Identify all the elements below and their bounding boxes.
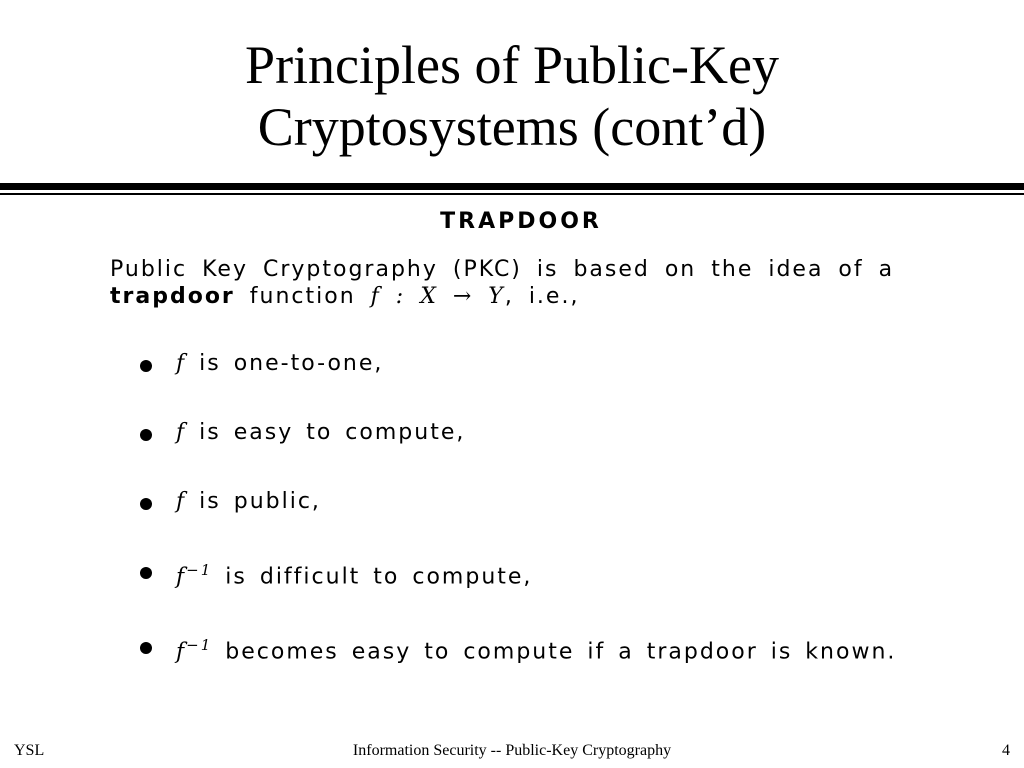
bullet-icon [140, 498, 152, 510]
bullet-math: f [176, 639, 187, 665]
bullet-text: becomes easy to compute if a trapdoor is known. [225, 639, 897, 665]
footer-page-number: 4 [1002, 742, 1010, 759]
bullet-text: is one-to-one, [199, 351, 384, 376]
slide-title-line-1: Principles of Public-Key [245, 35, 779, 95]
title-divider-thin [0, 193, 1024, 195]
bullet-math: f [176, 564, 187, 590]
list-item [110, 488, 920, 515]
bullet-text: is public, [199, 489, 321, 514]
slide-title [0, 34, 1024, 158]
slide-title-line-2: Cryptosystems (cont’d) [257, 97, 767, 157]
list-item [110, 632, 916, 665]
bullet-icon [140, 360, 152, 372]
intro-text-mid: function [249, 284, 356, 309]
bullet-math: f [176, 489, 187, 514]
bullet-icon [140, 642, 152, 654]
intro-paragraph [110, 256, 920, 310]
bullet-text: is easy to compute, [199, 420, 466, 445]
intro-text-suffix: , i.e., [504, 284, 580, 309]
list-item [110, 557, 920, 590]
list-item [110, 419, 920, 446]
bullet-icon [140, 567, 152, 579]
intro-bold-term: trapdoor [110, 284, 235, 309]
footer-course-title: Information Security -- Public-Key Cryptography [352, 742, 672, 759]
section-heading: TRAPDOOR [440, 209, 602, 234]
bullet-icon [140, 429, 152, 441]
title-divider-thick [0, 183, 1024, 190]
bullet-text: is difficult to compute, [225, 564, 533, 590]
bullet-math: f [176, 420, 187, 445]
list-item [110, 350, 920, 377]
bullet-list [110, 350, 920, 666]
footer-author: YSL [14, 742, 45, 759]
bullet-math: f [176, 351, 187, 376]
slide-body [110, 205, 920, 666]
intro-text-prefix: Public Key Cryptography (PKC) is based on the idea of a [110, 257, 895, 282]
bullet-superscript: −1 [186, 636, 213, 655]
bullet-superscript: −1 [186, 561, 213, 579]
intro-math-expression: f : X → Y [370, 284, 505, 309]
